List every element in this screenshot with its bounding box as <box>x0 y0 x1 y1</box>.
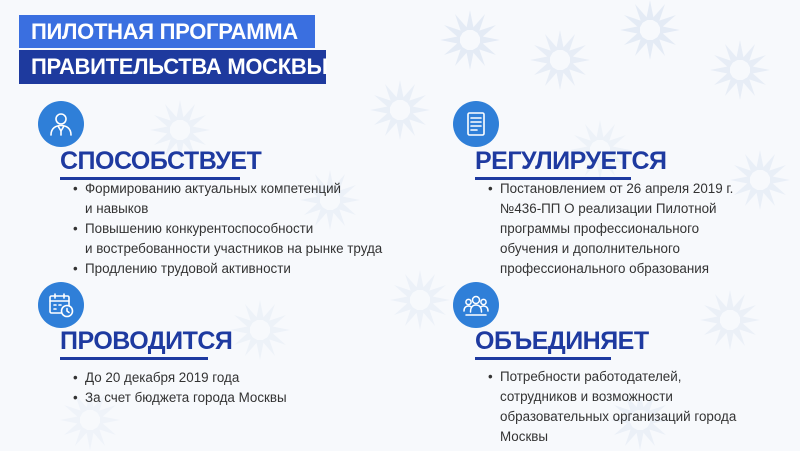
person-icon <box>38 101 84 147</box>
calendar-clock-icon <box>38 282 84 328</box>
bullet-list-regulated <box>488 179 788 279</box>
bullet-list-conducted <box>73 368 373 408</box>
bullet-list-contributes <box>73 179 413 279</box>
section-heading-contributes: СПОСОБСТВУЕТ <box>60 147 262 175</box>
list-item: • Потребности работодателей, сотрудников и возможности образовательных организаций города Москвы <box>488 367 788 447</box>
section-heading-regulated: РЕГУЛИРУЕТСЯ <box>475 147 667 175</box>
bullet-list-unites <box>488 367 788 447</box>
list-item: • Повышению конкурентоспособности и востребованности участников на рынке труда <box>73 219 413 259</box>
list-item: • Постановлением от 26 апреля 2019 г. №436-ПП О реализации Пилотной программы профессионального обучения и дополнительного профессионального образования <box>488 179 788 279</box>
list-item: • Формированию актуальных компетенций и навыков <box>73 179 413 219</box>
title-line-1: ПИЛОТНАЯ ПРОГРАММА <box>19 15 315 48</box>
title-line-2: ПРАВИТЕЛЬСТВА МОСКВЫ <box>19 50 326 84</box>
section-underline <box>475 357 611 360</box>
list-item: • Продлению трудовой активности <box>73 259 413 279</box>
document-icon <box>453 101 499 147</box>
section-underline <box>60 357 208 360</box>
section-heading-conducted: ПРОВОДИТСЯ <box>60 327 233 355</box>
list-item: • До 20 декабря 2019 года <box>73 368 373 388</box>
group-icon <box>453 282 499 328</box>
list-item: • За счет бюджета города Москвы <box>73 388 373 408</box>
section-heading-unites: ОБЪЕДИНЯЕТ <box>475 327 649 355</box>
